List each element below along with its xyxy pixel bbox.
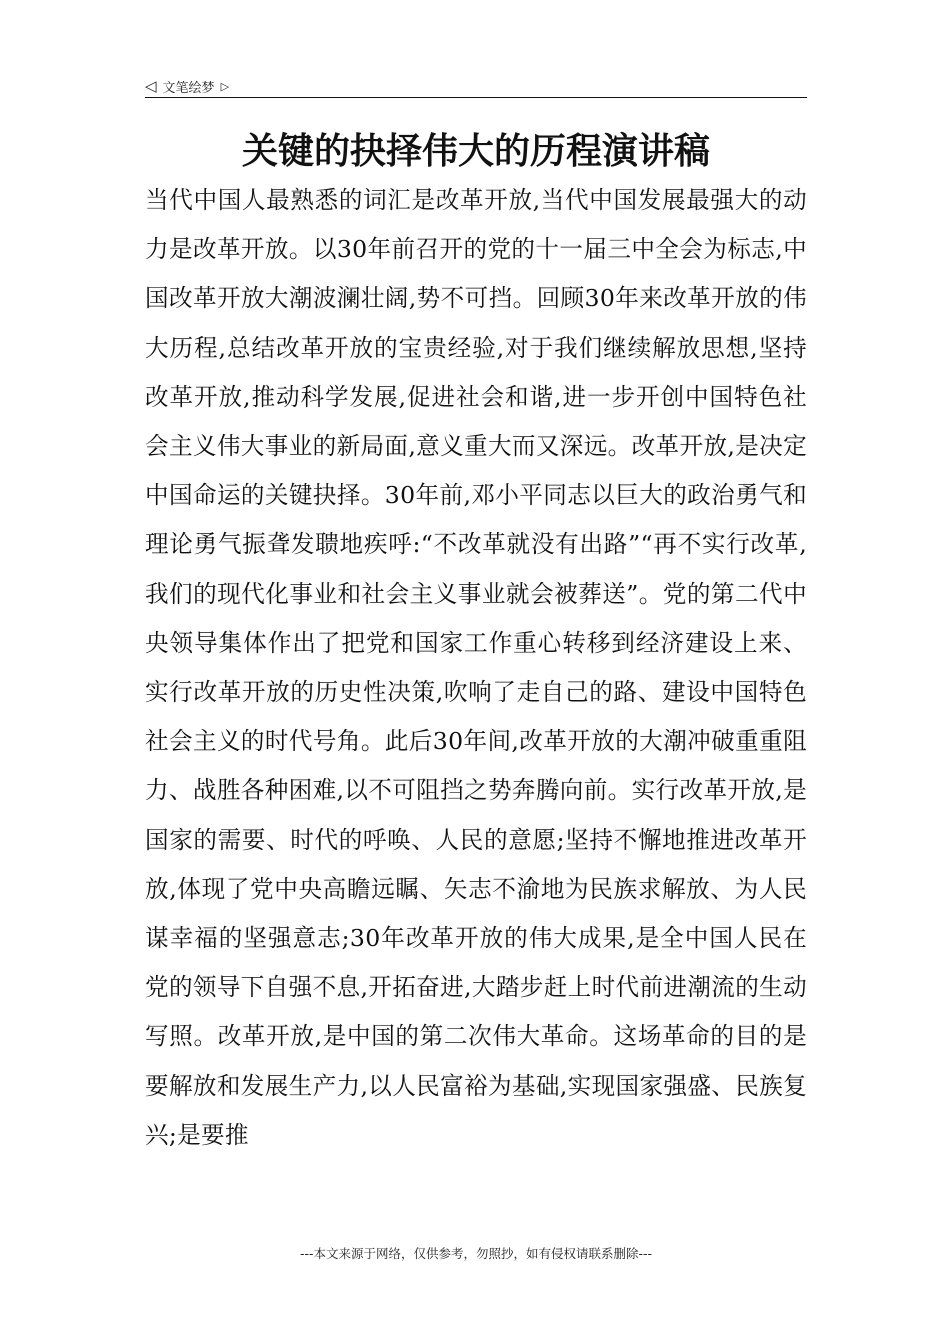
page-header <box>145 74 807 98</box>
document-title: 关键的抉择伟大的历程演讲稿 <box>241 131 710 172</box>
right-triangle-icon: ▷ <box>220 79 230 93</box>
header-divider <box>145 97 807 98</box>
left-triangle-icon: ◁ <box>145 76 157 95</box>
document-body: 当代中国人最熟悉的词汇是改革开放,当代中国发展最强大的动力是改革开放。以30年前召开的党的十一届三中全会为标志,中国改革开放大潮波澜壮阔,势不可挡。回顾30年来改革开放的伟大历程,总结改革开放的宝贵经验,对于我们继续解放思想,坚持改革开放,推动科学发展,促进社会和谐,进一步开创中国特色社会主义伟大事业的新局面,意义重大而又深远。改革开放,是决定中国命运的关键抉择。30年前,邓小平同志以巨大的政治勇气和理论勇气振聋发聩地疾呼:“不改革就没有出路”“再不实行改革,我们的现代化事业和社会主义事业就会被葬送”。党的第二代中央领导集体作出了把党和国家工作重心转移到经济建设上来、实行改革开放的历史性决策,吹响了走自己的路、建设中国特色社会主义的时代号角。此后30年间,改革开放的大潮冲破重重阻力、战胜各种困难,以不可阻挡之势奔腾向前。实行改革开放,是国家的需要、时代的呼唤、人民的意愿;坚持不懈地推进改革开放,体现了党中央高瞻远瞩、矢志不渝地为民族求解放、为人民谋幸福的坚强意志;30年改革开放的伟大成果,是全中国人民在党的领导下自强不息,开拓奋进,大踏步赶上时代前进潮流的生动写照。改革开放,是中国的第二次伟大革命。这场革命的目的是要解放和发展生产力,以人民富裕为基础,实现国家强盛、民族复兴;是要推 <box>145 186 807 1149</box>
footer-disclaimer: ---本文来源于网络，仅供参考，勿照抄，如有侵权请联系删除--- <box>299 1246 653 1261</box>
header-brand: 文笔绘梦 <box>162 80 215 96</box>
